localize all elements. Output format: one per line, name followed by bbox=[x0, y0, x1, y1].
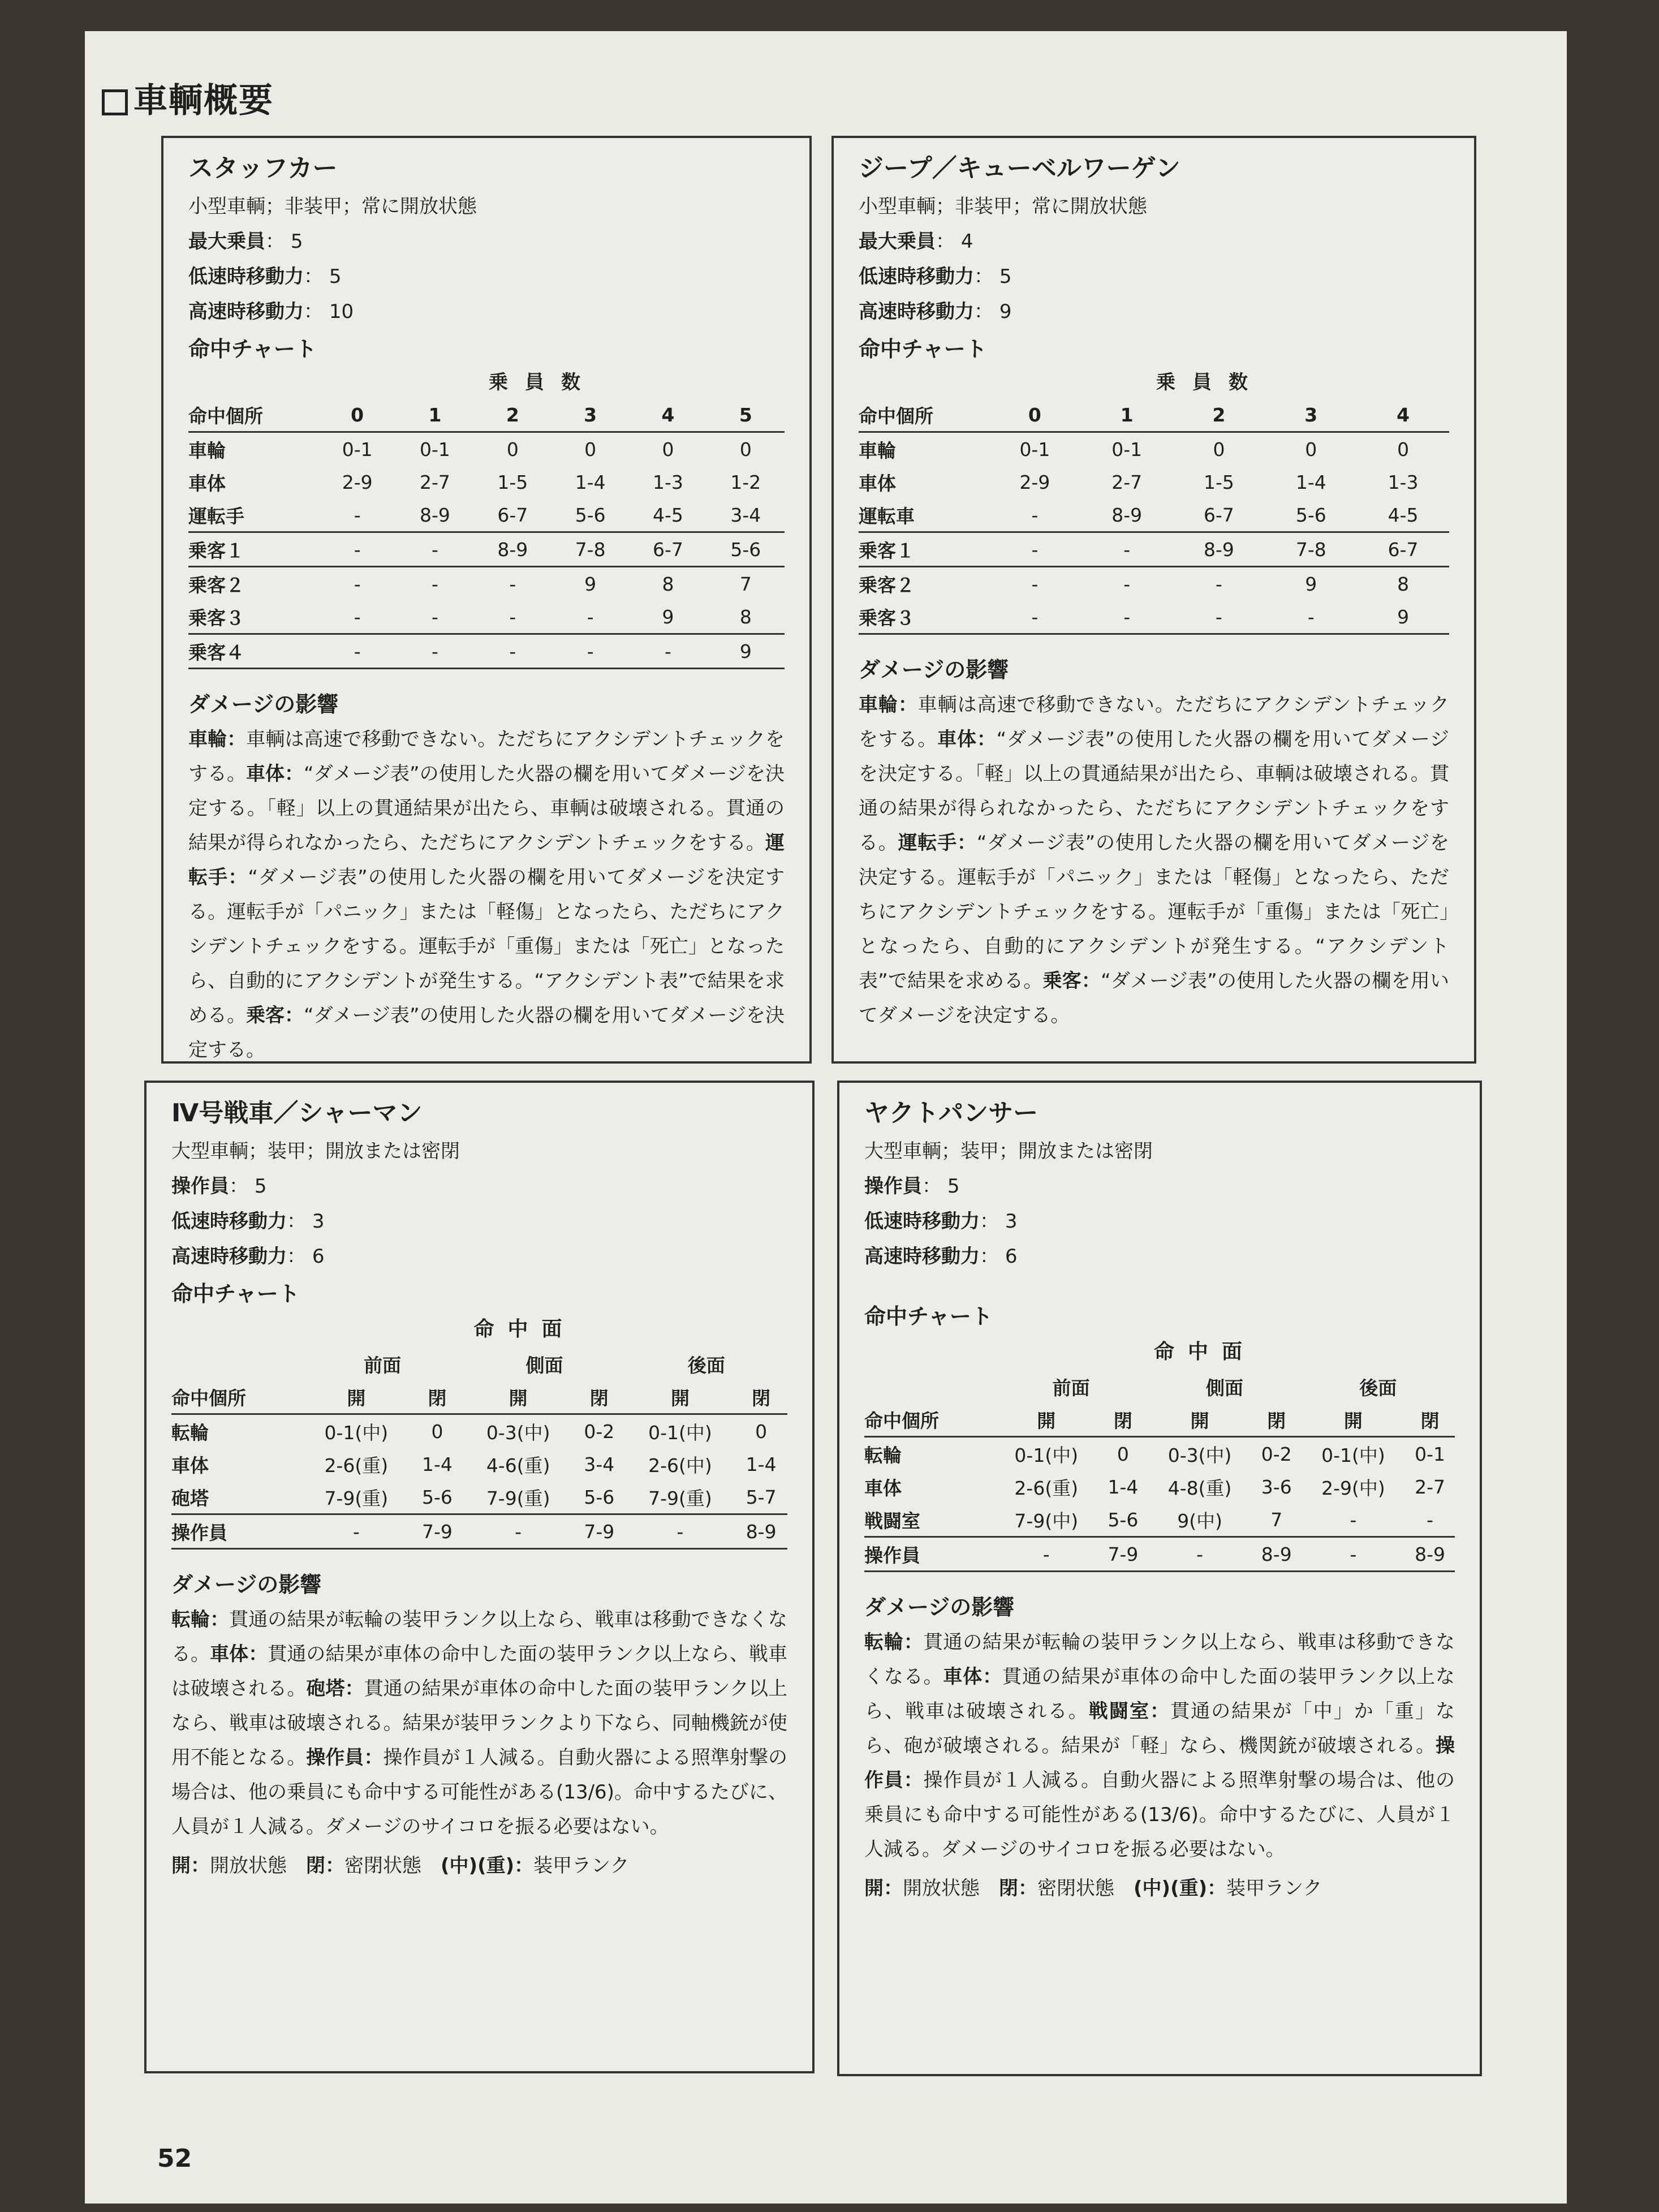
hit-chart: 前面 側面 後面 命中個所 開 閉 開 閉 開 閉 転輪 0-1(中) 0 0-3(中) 0-2 0-1(中) 0 車体 2-6(重) 1-4 4-6(重) 3-4 2-6(中) 1-4 砲塔 7-9(重) 5-6 7-9(重) 5-6 7-9(重) 5-7 操作員 - 7-9 - 7-9 - 8-9 bbox=[171, 1348, 787, 1550]
panel-sherman bbox=[144, 1081, 815, 2073]
table-row: 乗客３ - - - - 9 8 bbox=[188, 600, 785, 634]
table-row: 転輪 0-1(中) 0 0-3(中) 0-2 0-1(中) 0-1 bbox=[864, 1443, 1446, 1466]
table-row: 乗客２ - - - 9 8 7 bbox=[188, 573, 752, 596]
table-row: 車体 2-9 2-7 1-5 1-4 1-3 bbox=[859, 471, 1419, 494]
panel-title: ジープ／キューベルワーゲン bbox=[859, 154, 1180, 183]
panel-title: Ⅳ号戦車／シャーマン bbox=[171, 1099, 423, 1127]
face-header: 命中面 bbox=[473, 1318, 576, 1341]
stat-row: 高速時移動力： 6 bbox=[864, 1245, 1018, 1268]
stat-row: 低速時移動力： 3 bbox=[864, 1210, 1018, 1233]
crew-header: 乗員数 bbox=[1156, 371, 1265, 394]
damage-title: ダメージの影響 bbox=[188, 692, 339, 717]
table-row: 転輪 0-1(中) 0 0-3(中) 0-2 0-1(中) 0 bbox=[171, 1420, 768, 1444]
table-row: 乗客４ - - - - - 9 bbox=[188, 634, 785, 669]
stat-row: 操作員： 5 bbox=[171, 1175, 267, 1198]
stat-row: 高速時移動力： 6 bbox=[171, 1245, 325, 1268]
table-row: 乗客１ - - 8-9 7-8 6-7 5-6 bbox=[188, 532, 785, 567]
crew-header: 乗員数 bbox=[489, 371, 597, 394]
stat-row: 操作員： 5 bbox=[864, 1175, 960, 1198]
table-row: 乗客１ - - 8-9 7-8 6-7 bbox=[859, 532, 1449, 567]
damage-text: 転輪：貫通の結果が転輪の装甲ランク以上なら、戦車は移動できなくなる。車体：貫通の結果が車体の命中した面の装甲ランク以上なら、戦車は破壊される。砲塔：貫通の結果が車体の命中した面の装甲ランク以上なら、戦車は破壊される。結果が装甲ランクより下なら、同軸機銃が使用不能となる。操作員：操作員が１人減る。自動火器による照準射撃の場合は、他の乗員にも命中する可能性がある(13/6)。命中するたびに、人員が１人減る。ダメージのサイコロを振る必要はない。 bbox=[171, 1608, 788, 1838]
panel-jeep bbox=[831, 136, 1476, 1064]
stat-row: 最大乗員： 4 bbox=[859, 230, 973, 253]
chart-title: 命中チャート bbox=[859, 337, 987, 362]
table-row: 車体 2-6(重) 1-4 4-8(重) 3-6 2-9(中) 2-7 bbox=[864, 1475, 1446, 1499]
legend: 開：開放状態 閉：密閉状態 (中)(重)：装甲ランク bbox=[171, 1854, 630, 1877]
panel-title: スタッフカー bbox=[188, 154, 338, 183]
type-line: 小型車輌；非装甲；常に開放状態 bbox=[188, 195, 477, 218]
hit-chart: 命中個所 0 1 2 3 4 5 車輪 0-1 0-1 0 0 0 0 車体 2-9 2-7 1-5 1-4 1-3 1-2 運転手 - 8-9 6-7 5-6 4-5 3-4 乗客１ - - 8-9 7-8 6-7 5-6 乗客２ - - - 9 8 7 乗客３ - - - - 9 8 乗客４ - - - - - 9 bbox=[188, 398, 785, 669]
panel-title: ヤクトパンサー bbox=[864, 1099, 1039, 1127]
chart-title: 命中チャート bbox=[171, 1281, 300, 1306]
table-row: 車輪 0-1 0-1 0 0 0 0 bbox=[188, 438, 752, 462]
chart-title: 命中チャート bbox=[188, 337, 317, 362]
type-line: 大型車輌；装甲；開放または密閉 bbox=[864, 1140, 1153, 1163]
stat-row: 高速時移動力： 10 bbox=[188, 300, 354, 323]
panel-staff-car bbox=[161, 136, 812, 1064]
table-row: 戦闘室 7-9(中) 5-6 9(中) 7 - - bbox=[864, 1503, 1455, 1537]
checkbox-icon bbox=[102, 89, 128, 115]
face-header: 命中面 bbox=[1153, 1340, 1256, 1363]
damage-title: ダメージの影響 bbox=[864, 1595, 1015, 1620]
stat-row: 低速時移動力： 3 bbox=[171, 1210, 325, 1233]
stat-row: 低速時移動力： 5 bbox=[859, 265, 1012, 288]
table-row: 車輪 0-1 0-1 0 0 0 bbox=[859, 438, 1410, 462]
page-number: 52 bbox=[157, 2144, 192, 2173]
table-row: 車体 2-9 2-7 1-5 1-4 1-3 1-2 bbox=[188, 471, 761, 494]
damage-title: ダメージの影響 bbox=[171, 1572, 322, 1597]
chart-title: 命中チャート bbox=[864, 1304, 993, 1329]
type-line: 大型車輌；装甲；開放または密閉 bbox=[171, 1140, 460, 1163]
stat-row: 最大乗員： 5 bbox=[188, 230, 303, 253]
table-row: 乗客２ - - - 9 8 bbox=[859, 573, 1410, 596]
table-row: 砲塔 7-9(重) 5-6 7-9(重) 5-6 7-9(重) 5-7 bbox=[171, 1481, 787, 1514]
table-row: 操作員 - 7-9 - 8-9 - 8-9 bbox=[864, 1537, 1455, 1572]
damage-text: 車輪：車輌は高速で移動できない。ただちにアクシデントチェックをする。車体：“ダメージ表”の使用した火器の欄を用いてダメージを決定する。「軽」以上の貫通結果が出たら、車輌は破壊される。貫通の結果が得られなかったら、ただちにアクシデントチェックをする。運転手：“ダメージ表”の使用した火器の欄を用いてダメージを決定する。運転手が「パニック」または「軽傷」となったら、ただちにアクシデントチェックをする。運転手が「重傷」または「死亡」となったら、自動的にアクシデントが発生する。“アクシデント表”で結果を求める。乗客：“ダメージ表”の使用した火器の欄を用いてダメージを決定する。 bbox=[188, 728, 785, 1061]
table-row: 運転手 - 8-9 6-7 5-6 4-5 3-4 bbox=[188, 498, 785, 532]
section-title: 車輌概要 bbox=[102, 74, 274, 122]
hit-chart: 前面 側面 後面 命中個所 開 閉 開 閉 開 閉 転輪 0-1(中) 0 0-3(中) 0-2 0-1(中) 0-1 車体 2-6(重) 1-4 4-8(重) 3-6 2-9(中) 2-7 戦闘室 7-9(中) 5-6 9(中) 7 - - 操作員 - 7-9 - 8-9 - 8-9 bbox=[864, 1370, 1455, 1572]
stat-row: 高速時移動力： 9 bbox=[859, 300, 1012, 323]
hit-chart: 命中個所 0 1 2 3 4 車輪 0-1 0-1 0 0 0 車体 2-9 2-7 1-5 1-4 1-3 運転車 - 8-9 6-7 5-6 4-5 乗客１ - - 8-9 7-8 6-7 乗客２ - - - 9 8 乗客３ - - - - 9 bbox=[859, 398, 1449, 635]
legend: 開：開放状態 閉：密閉状態 (中)(重)：装甲ランク bbox=[864, 1877, 1322, 1900]
table-row: 操作員 - 7-9 - 7-9 - 8-9 bbox=[171, 1514, 787, 1549]
table-row: 運転車 - 8-9 6-7 5-6 4-5 bbox=[859, 498, 1449, 532]
type-line: 小型車輌；非装甲；常に開放状態 bbox=[859, 195, 1147, 218]
stat-row: 低速時移動力： 5 bbox=[188, 265, 342, 288]
table-row: 車体 2-6(重) 1-4 4-6(重) 3-4 2-6(中) 1-4 bbox=[171, 1453, 777, 1477]
panel-jagdpanther bbox=[837, 1081, 1482, 2076]
table-row: 乗客３ - - - - 9 bbox=[859, 600, 1449, 634]
damage-title: ダメージの影響 bbox=[859, 657, 1009, 682]
damage-text: 車輪：車輌は高速で移動できない。ただちにアクシデントチェックをする。車体：“ダメージ表”の使用した火器の欄を用いてダメージを決定する。「軽」以上の貫通結果が出たら、車輌は破壊される。貫通の結果が得られなかったら、ただちにアクシデントチェックをする。運転手：“ダメージ表”の使用した火器の欄を用いてダメージを決定する。運転手が「パニック」または「軽傷」となったら、ただちにアクシデントチェックをする。運転手が「重傷」または「死亡」となったら、自動的にアクシデントが発生する。“アクシデント表”で結果を求める。乗客：“ダメージ表”の使用した火器の欄を用いてダメージを決定する。 bbox=[859, 694, 1450, 1027]
damage-text: 転輪：貫通の結果が転輪の装甲ランク以上なら、戦車は移動できなくなる。車体：貫通の結果が車体の命中した面の装甲ランク以上なら、戦車は破壊される。戦闘室：貫通の結果が「中」か「重」なら、砲が破壊される。結果が「軽」なら、機関銃が破壊される。操作員：操作員が１人減る。自動火器による照準射撃の場合は、他の乗員にも命中する可能性がある(13/6)。命中するたびに、人員が１人減る。ダメージのサイコロを振る必要はない。 bbox=[864, 1631, 1455, 1861]
